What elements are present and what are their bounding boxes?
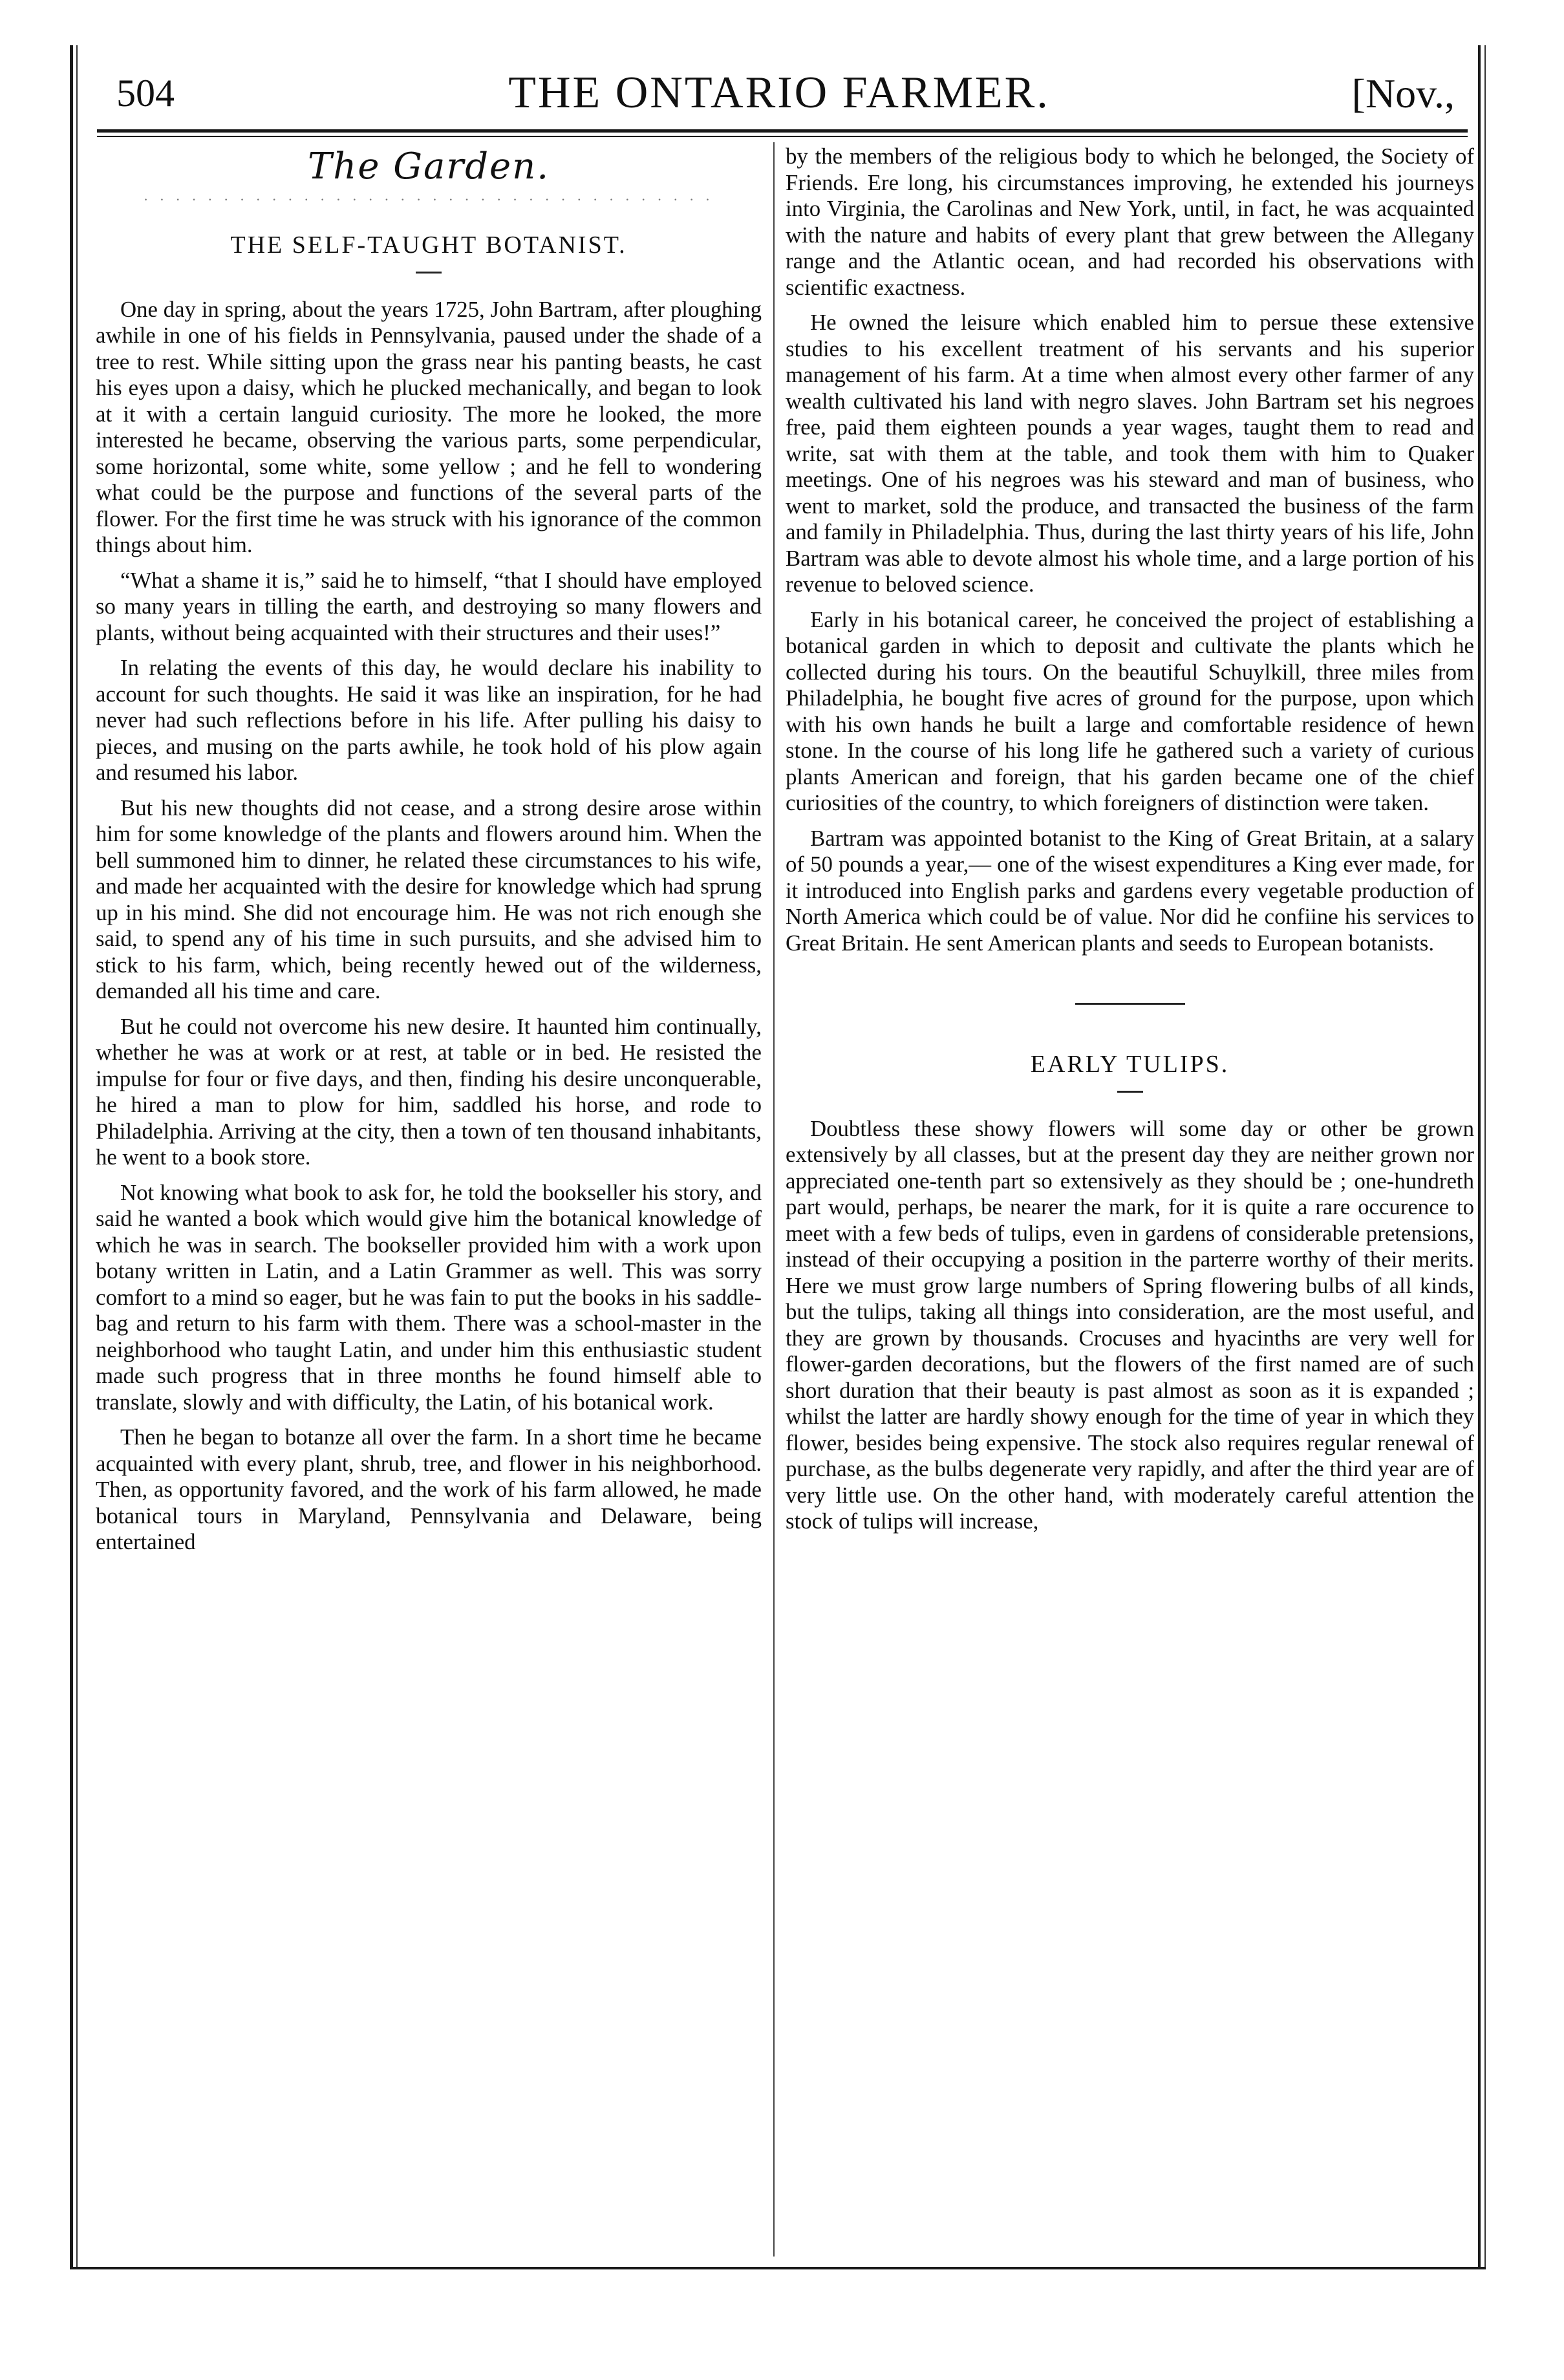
paragraph: Then he began to botanze all over the farm. In a short time he became acquainted with every plant, shrub, tree, and flower in his neighborhood. Then, as opportunity favored, and the work of his farm allowed, he made botanical tours in Maryland, Pennsylvania and Delaware, being entertained	[96, 1424, 762, 1554]
paragraph-continued: by the members of the religious body to which he belonged, the Society of Friends. Ere long, his circumstances improving, he extended his journeys into Virginia, the Carolinas and New York, until, in fact, he was acquainted with the nature and habits of every plant that grew between the Allegany range and the Atlantic ocean, and had recorded his observations with scientific exactness.	[786, 144, 1474, 300]
left-border-rule	[70, 45, 73, 2269]
header-rule-thin	[97, 136, 1468, 137]
column-divider	[773, 142, 775, 2257]
paragraph: One day in spring, about the years 1725, John Bartram, after ploughing awhile in one of his fields in Pennsylvania, paused under the shade of a tree to rest. While sitting upon the grass near his panting beasts, he cast his eyes upon a daisy, which he plucked mechanically, and began to look at it with a certain languid curiosity. The more he looked, the more interested he became, observing the various parts, some perpendicular, some horizontal, some white, some yellow ; and he fell to wondering what could be the purpose and functions of the several parts of the flower. For the first time he was struck with his ignorance of the common things about him.	[96, 296, 762, 557]
section-heading: The Garden.	[307, 145, 550, 188]
title-dash	[416, 272, 442, 273]
paragraph: He owned the leisure which enabled him to persue these extensive studies to his excellent treatment of his servants and his superior management of his farm. At a time when almost every other farmer of any wealth cultivated his land with negro slaves. John Bartram set his negroes free, paid them eighteen pounds a year wages, taught them to read and write, sat with them at the table, and took them with him to Quaker meetings. One of his negroes was his steward and man of business, who went to market, sold the produce, and transacted the business of the farm and family in Philadelphia. Thus, during the last thirty years of his life, John Bartram was able to devote almost his whole time, and a large portion of his revenue to beloved science.	[786, 310, 1474, 597]
dotted-ornament: · · · · · · · · · · · · · · · · · · · · · · · · · · · · · · · · · · · ·	[143, 191, 714, 208]
article-title: THE SELF-TAUGHT BOTANIST.	[230, 231, 627, 259]
paragraph: But his new thoughts did not cease, and a strong desire arose within him for some knowledge of the plants and flowers around him. When the bell summoned him to dinner, he related these circumstances to his wife, and made her acquainted with the desire for knowledge which had sprung up in his mind. She did not encourage him. He was not rich enough she said, to spend any of his time in such pursuits, and she advised him to stick to his farm, which, being recently hewed out of the wilderness, demanded all his time and care.	[96, 795, 762, 1003]
paragraph: In relating the events of this day, he would declare his inability to account for such thoughts. He said it was like an inspiration, for he had never had such reflections before in his life. After pulling his daisy to pieces, and musing on the parts awhile, he took hold of his plow again and resumed his labor.	[96, 655, 762, 785]
paragraph: Not knowing what book to ask for, he told the bookseller his story, and said he wanted a book which would give him the botanical knowledge of which he was in search. The bookseller provided him with a work upon botany written in Latin, and a Latin Grammer as well. This was sorry comfort to a mind so eager, but he was fain to put the books in his saddle-bag and return to his farm with them. There was a school-master in the neighborhood who taught Latin, and under him this enthusiastic student made such progress that in three months he found himself able to translate, slowly and with difficulty, the Latin, of his botanical work.	[96, 1179, 762, 1415]
title-dash	[1117, 1091, 1143, 1093]
paragraph: “What a shame it is,” said he to himself, “that I should have employed so many years in tilling the earth, and destroying so many flowers and plants, without being acquainted with their structures and their uses!”	[96, 567, 762, 645]
issue-date: [Nov.,	[1351, 70, 1455, 116]
left-border-rule-inner	[76, 45, 78, 2269]
article-separator	[1075, 1003, 1185, 1005]
left-column	[96, 142, 762, 1565]
paragraph: Bartram was appointed botanist to the King of Great Britain, at a salary of 50 pounds a year,— one of the wisest expenditures a King ever made, for it introduced into English parks and gardens every vegetable production of North America which could be of value. Nor did he confiine his services to Great Britain. He sent American plants and seeds to European botanists.	[786, 825, 1474, 956]
paragraph: Doubtless these showy flowers will some day or other be grown extensively by all classes, but at the present day they are neither grown nor appreciated one-tenth part so extensively as they should be ; one-hundreth part would, perhaps, be nearer the mark, for it is quite a rare occurence to meet with a few beds of tulips, even in gardens of considerable pretensions, instead of their occupying a position in the parterre worthy of their merits. Here we must grow large numbers of Spring flowering bulbs of all kinds, but the tulips, taking all things into consideration, are the most useful, and they are grown by thousands. Crocuses and hyacinths are very well for flower-garden decorations, but the flowers of the first named are of such short duration that their beauty is past almost as soon as it is expanded ; whilst the latter are hardly showy enough for the time of year in which they flower, besides being expensive. The stock also requires regular renewal of purchase, as the bulbs degenerate very rapidly, and after the third year are of very little use. On the other hand, with moderately careful attention the stock of tulips will increase,	[786, 1115, 1474, 1534]
page-number: 504	[116, 72, 175, 114]
publication-title: THE ONTARIO FARMER.	[508, 68, 1050, 118]
right-border-rule-inner	[1484, 45, 1486, 2269]
article-title: EARLY TULIPS.	[1030, 1051, 1230, 1078]
bottom-border-rule	[70, 2267, 1486, 2269]
right-border-rule	[1478, 45, 1481, 2269]
paragraph: But he could not overcome his new desire. It haunted him continually, whether he was at work or at rest, at table or in bed. He resisted the impulse for four or five days, and then, finding his desire unconquerable, he hired a man to plow for him, saddled his horse, and rode to Philadelphia. Arriving at the city, then a town of ten thousand inhabitants, he went to a book store.	[96, 1013, 762, 1170]
header-rule	[97, 129, 1468, 133]
paragraph: Early in his botanical career, he conceived the project of establishing a botanical garden in which to deposit and cultivate the plants which he collected during his tours. On the beautiful Schuylkill, three miles from Philadelphia, he bought five acres of ground for the purpose, upon which with his own hands he built a large and comfortable residence of hewn stone. In the course of his long life he gathered such a variety of curious plants American and foreign, that his garden became one of the chief curiosities of the country, to which foreigners of distinction were taken.	[786, 606, 1474, 815]
right-column	[786, 144, 1474, 1544]
